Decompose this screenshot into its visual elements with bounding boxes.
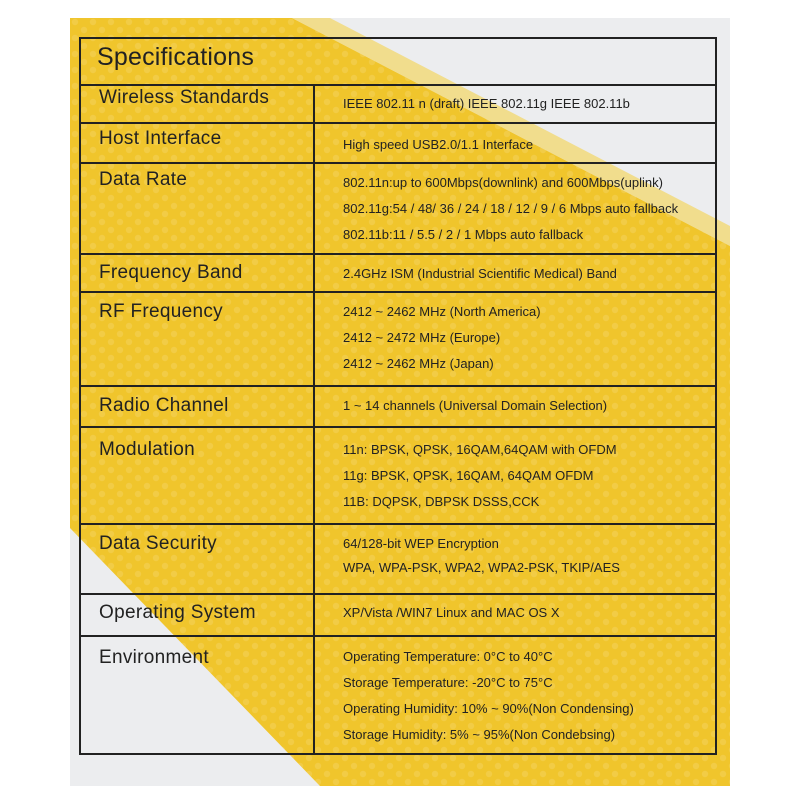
row-divider	[81, 253, 715, 255]
label-operating-system: Operating System	[99, 602, 256, 623]
value-environment: Operating Temperature: 0°C to 40°C	[343, 649, 553, 664]
row-divider	[81, 385, 715, 387]
row-divider	[81, 84, 715, 86]
label-environment: Environment	[99, 647, 209, 668]
label-data-security: Data Security	[99, 533, 217, 554]
row-divider	[81, 291, 715, 293]
value-operating-system: XP/Vista /WIN7 Linux and MAC OS X	[343, 605, 560, 620]
row-divider	[81, 426, 715, 428]
value-data-rate: 802.11n:up to 600Mbps(downlink) and 600Mbps(uplink)	[343, 175, 663, 190]
spec-table	[79, 37, 717, 755]
spec-sheet	[70, 18, 730, 786]
label-rf-frequency: RF Frequency	[99, 301, 223, 322]
value-host-interface: High speed USB2.0/1.1 Interface	[343, 137, 534, 152]
value-data-rate: 802.11b:11 / 5.5 / 2 / 1 Mbps auto fallback	[343, 227, 584, 242]
value-rf-frequency: 2412 ~ 2462 MHz (North America)	[343, 304, 541, 319]
value-environment: Storage Temperature: -20°C to 75°C	[343, 675, 553, 690]
spec-title: Specifications	[97, 43, 255, 71]
value-environment: Operating Humidity: 10% ~ 90%(Non Condensing)	[343, 701, 634, 716]
row-divider	[81, 593, 715, 595]
row-divider	[81, 635, 715, 637]
value-radio-channel: 1 ~ 14 channels (Universal Domain Selection)	[343, 398, 608, 413]
row-divider	[81, 523, 715, 525]
label-radio-channel: Radio Channel	[99, 395, 229, 416]
value-modulation: 11g: BPSK, QPSK, 16QAM, 64QAM OFDM	[343, 468, 594, 483]
row-divider	[81, 122, 715, 124]
value-data-security: 64/128-bit WEP Encryption	[343, 536, 499, 551]
value-rf-frequency: 2412 ~ 2472 MHz (Europe)	[343, 330, 501, 345]
column-divider	[313, 84, 315, 753]
value-modulation: 11B: DQPSK, DBPSK DSSS,CCK	[343, 494, 540, 509]
value-data-rate: 802.11g:54 / 48/ 36 / 24 / 18 / 12 / 9 / 6 Mbps auto fallback	[343, 201, 679, 216]
label-wireless-standards: Wireless Standards	[99, 87, 270, 108]
row-divider	[81, 162, 715, 164]
value-wireless-standards: IEEE 802.11 n (draft) IEEE 802.11g IEEE 802.11b	[343, 96, 630, 111]
value-frequency-band: 2.4GHz ISM (Industrial Scientific Medical) Band	[343, 266, 617, 281]
value-data-security: WPA, WPA-PSK, WPA2, WPA2-PSK, TKIP/AES	[343, 560, 620, 575]
value-rf-frequency: 2412 ~ 2462 MHz (Japan)	[343, 356, 494, 371]
value-environment: Storage Humidity: 5% ~ 95%(Non Condebsing)	[343, 727, 616, 742]
label-frequency-band: Frequency Band	[99, 262, 243, 283]
label-host-interface: Host Interface	[99, 128, 222, 149]
label-modulation: Modulation	[99, 439, 195, 460]
value-modulation: 11n: BPSK, QPSK, 16QAM,64QAM with OFDM	[343, 442, 617, 457]
label-data-rate: Data Rate	[99, 169, 188, 190]
